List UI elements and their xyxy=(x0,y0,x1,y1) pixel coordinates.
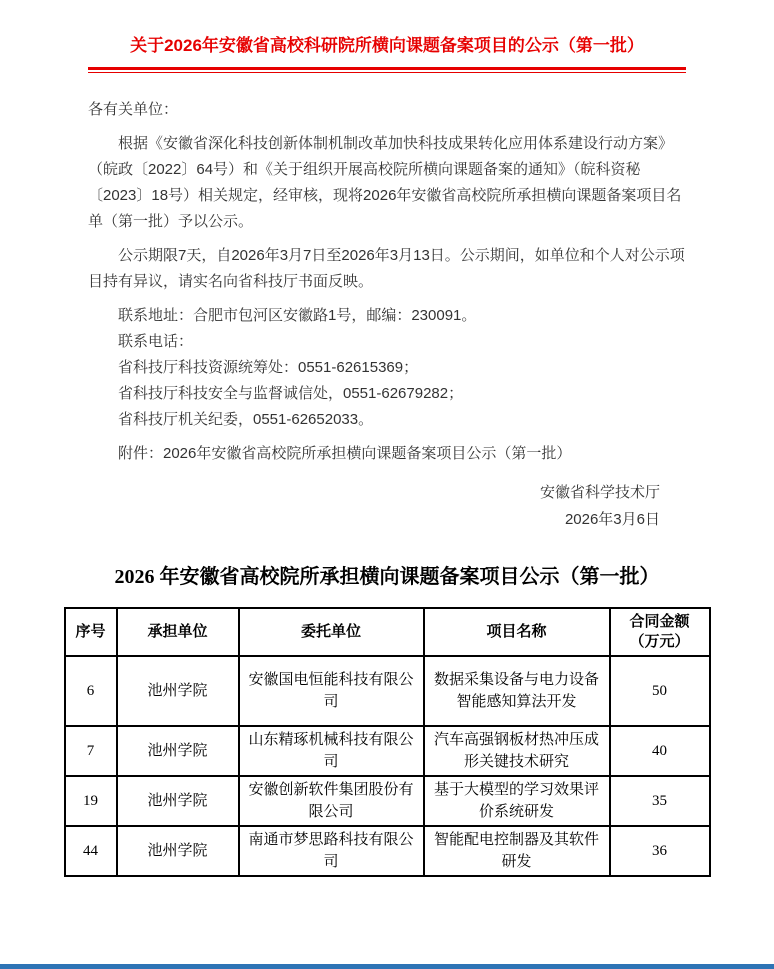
table-row xyxy=(65,726,710,776)
contact-line-discipline-committee: 省科技厅机关纪委，0551-62652033。 xyxy=(118,411,374,428)
cell-undertaking-unit: 池州学院 xyxy=(117,826,239,876)
column-header-project-name: 项目名称 xyxy=(424,608,610,656)
signer-name: 安徽省科学技术厅 xyxy=(539,484,660,501)
table-header-row xyxy=(65,608,710,656)
cell-contract-amount: 40 xyxy=(610,726,710,776)
cell-client-unit: 安徽国电恒能科技有限公司 xyxy=(239,656,424,726)
column-header-client-unit: 委托单位 xyxy=(239,608,424,656)
contract-amount-header-line2: （万元） xyxy=(629,633,690,650)
contact-line-supervision-office: 省科技厅科技安全与监督诚信处，0551-62679282； xyxy=(118,385,464,402)
cell-contract-amount: 35 xyxy=(610,776,710,826)
cell-client-unit: 安徽创新软件集团股份有限公司 xyxy=(239,776,424,826)
salutation: 各有关单位： xyxy=(88,101,179,118)
contact-phone-label: 联系电话： xyxy=(118,333,194,350)
red-divider-thick-line xyxy=(88,67,686,70)
table-row xyxy=(65,826,710,876)
cell-project-name: 数据采集设备与电力设备智能感知算法开发 xyxy=(424,656,610,726)
attachment-line: 附件：2026年安徽省高校院所承担横向课题备案项目公示（第一批） xyxy=(118,445,572,462)
cell-undertaking-unit: 池州学院 xyxy=(117,776,239,826)
signature-block xyxy=(88,479,686,533)
red-divider xyxy=(88,67,686,73)
cell-index: 6 xyxy=(65,656,117,726)
cell-undertaking-unit: 池州学院 xyxy=(117,726,239,776)
cell-index: 19 xyxy=(65,776,117,826)
cell-index: 7 xyxy=(65,726,117,776)
signature-date: 2026年3月6日 xyxy=(564,511,660,528)
bottom-blue-line xyxy=(0,964,774,969)
cell-contract-amount: 50 xyxy=(610,656,710,726)
cell-project-name: 智能配电控制器及其软件研发 xyxy=(424,826,610,876)
column-header-contract-amount xyxy=(610,608,710,656)
cell-project-name: 基于大模型的学习效果评价系统研发 xyxy=(424,776,610,826)
document-title: 关于2026年安徽省高校科研院所横向课题备案项目的公示（第一批） xyxy=(130,36,644,55)
table-row xyxy=(65,656,710,726)
cell-contract-amount: 36 xyxy=(610,826,710,876)
column-header-index: 序号 xyxy=(65,608,117,656)
red-divider-thin-line xyxy=(88,72,686,73)
projects-table xyxy=(64,607,711,877)
cell-index: 44 xyxy=(65,826,117,876)
column-header-undertaking-unit: 承担单位 xyxy=(117,608,239,656)
cell-project-name: 汽车高强钢板材热冲压成形关键技术研究 xyxy=(424,726,610,776)
cell-undertaking-unit: 池州学院 xyxy=(117,656,239,726)
contact-line-resources-office: 省科技厅科技资源统筹处：0551-62615369； xyxy=(118,359,419,376)
cell-client-unit: 南通市梦思路科技有限公司 xyxy=(239,826,424,876)
cell-client-unit: 山东精琢机械科技有限公司 xyxy=(239,726,424,776)
notice-body xyxy=(88,97,686,533)
contact-address: 联系地址：合肥市包河区安徽路1号，邮编：230091。 xyxy=(118,307,477,324)
table-row xyxy=(65,776,710,826)
paragraph-legal-basis: 根据《安徽省深化科技创新体制机制改革加快科技成果转化应用体系建设行动方案》（皖政〔2022〕64号）和《关于组织开展高校院所横向课题备案的通知》（皖科资秘〔2023〕18号）相关规定，经审核，现将2026年安徽省高校院所承担横向课题备案项目名单（第一批）予以公示。 xyxy=(88,135,682,230)
contract-amount-header-line1: 合同金额 xyxy=(629,613,690,630)
announcement-heading: 2026 年安徽省高校院所承担横向课题备案项目公示（第一批） xyxy=(114,566,660,588)
paragraph-publicity-period: 公示期限7天，自2026年3月7日至2026年3月13日。公示期间，如单位和个人对公示项目持有异议，请实名向省科技厅书面反映。 xyxy=(88,247,685,290)
